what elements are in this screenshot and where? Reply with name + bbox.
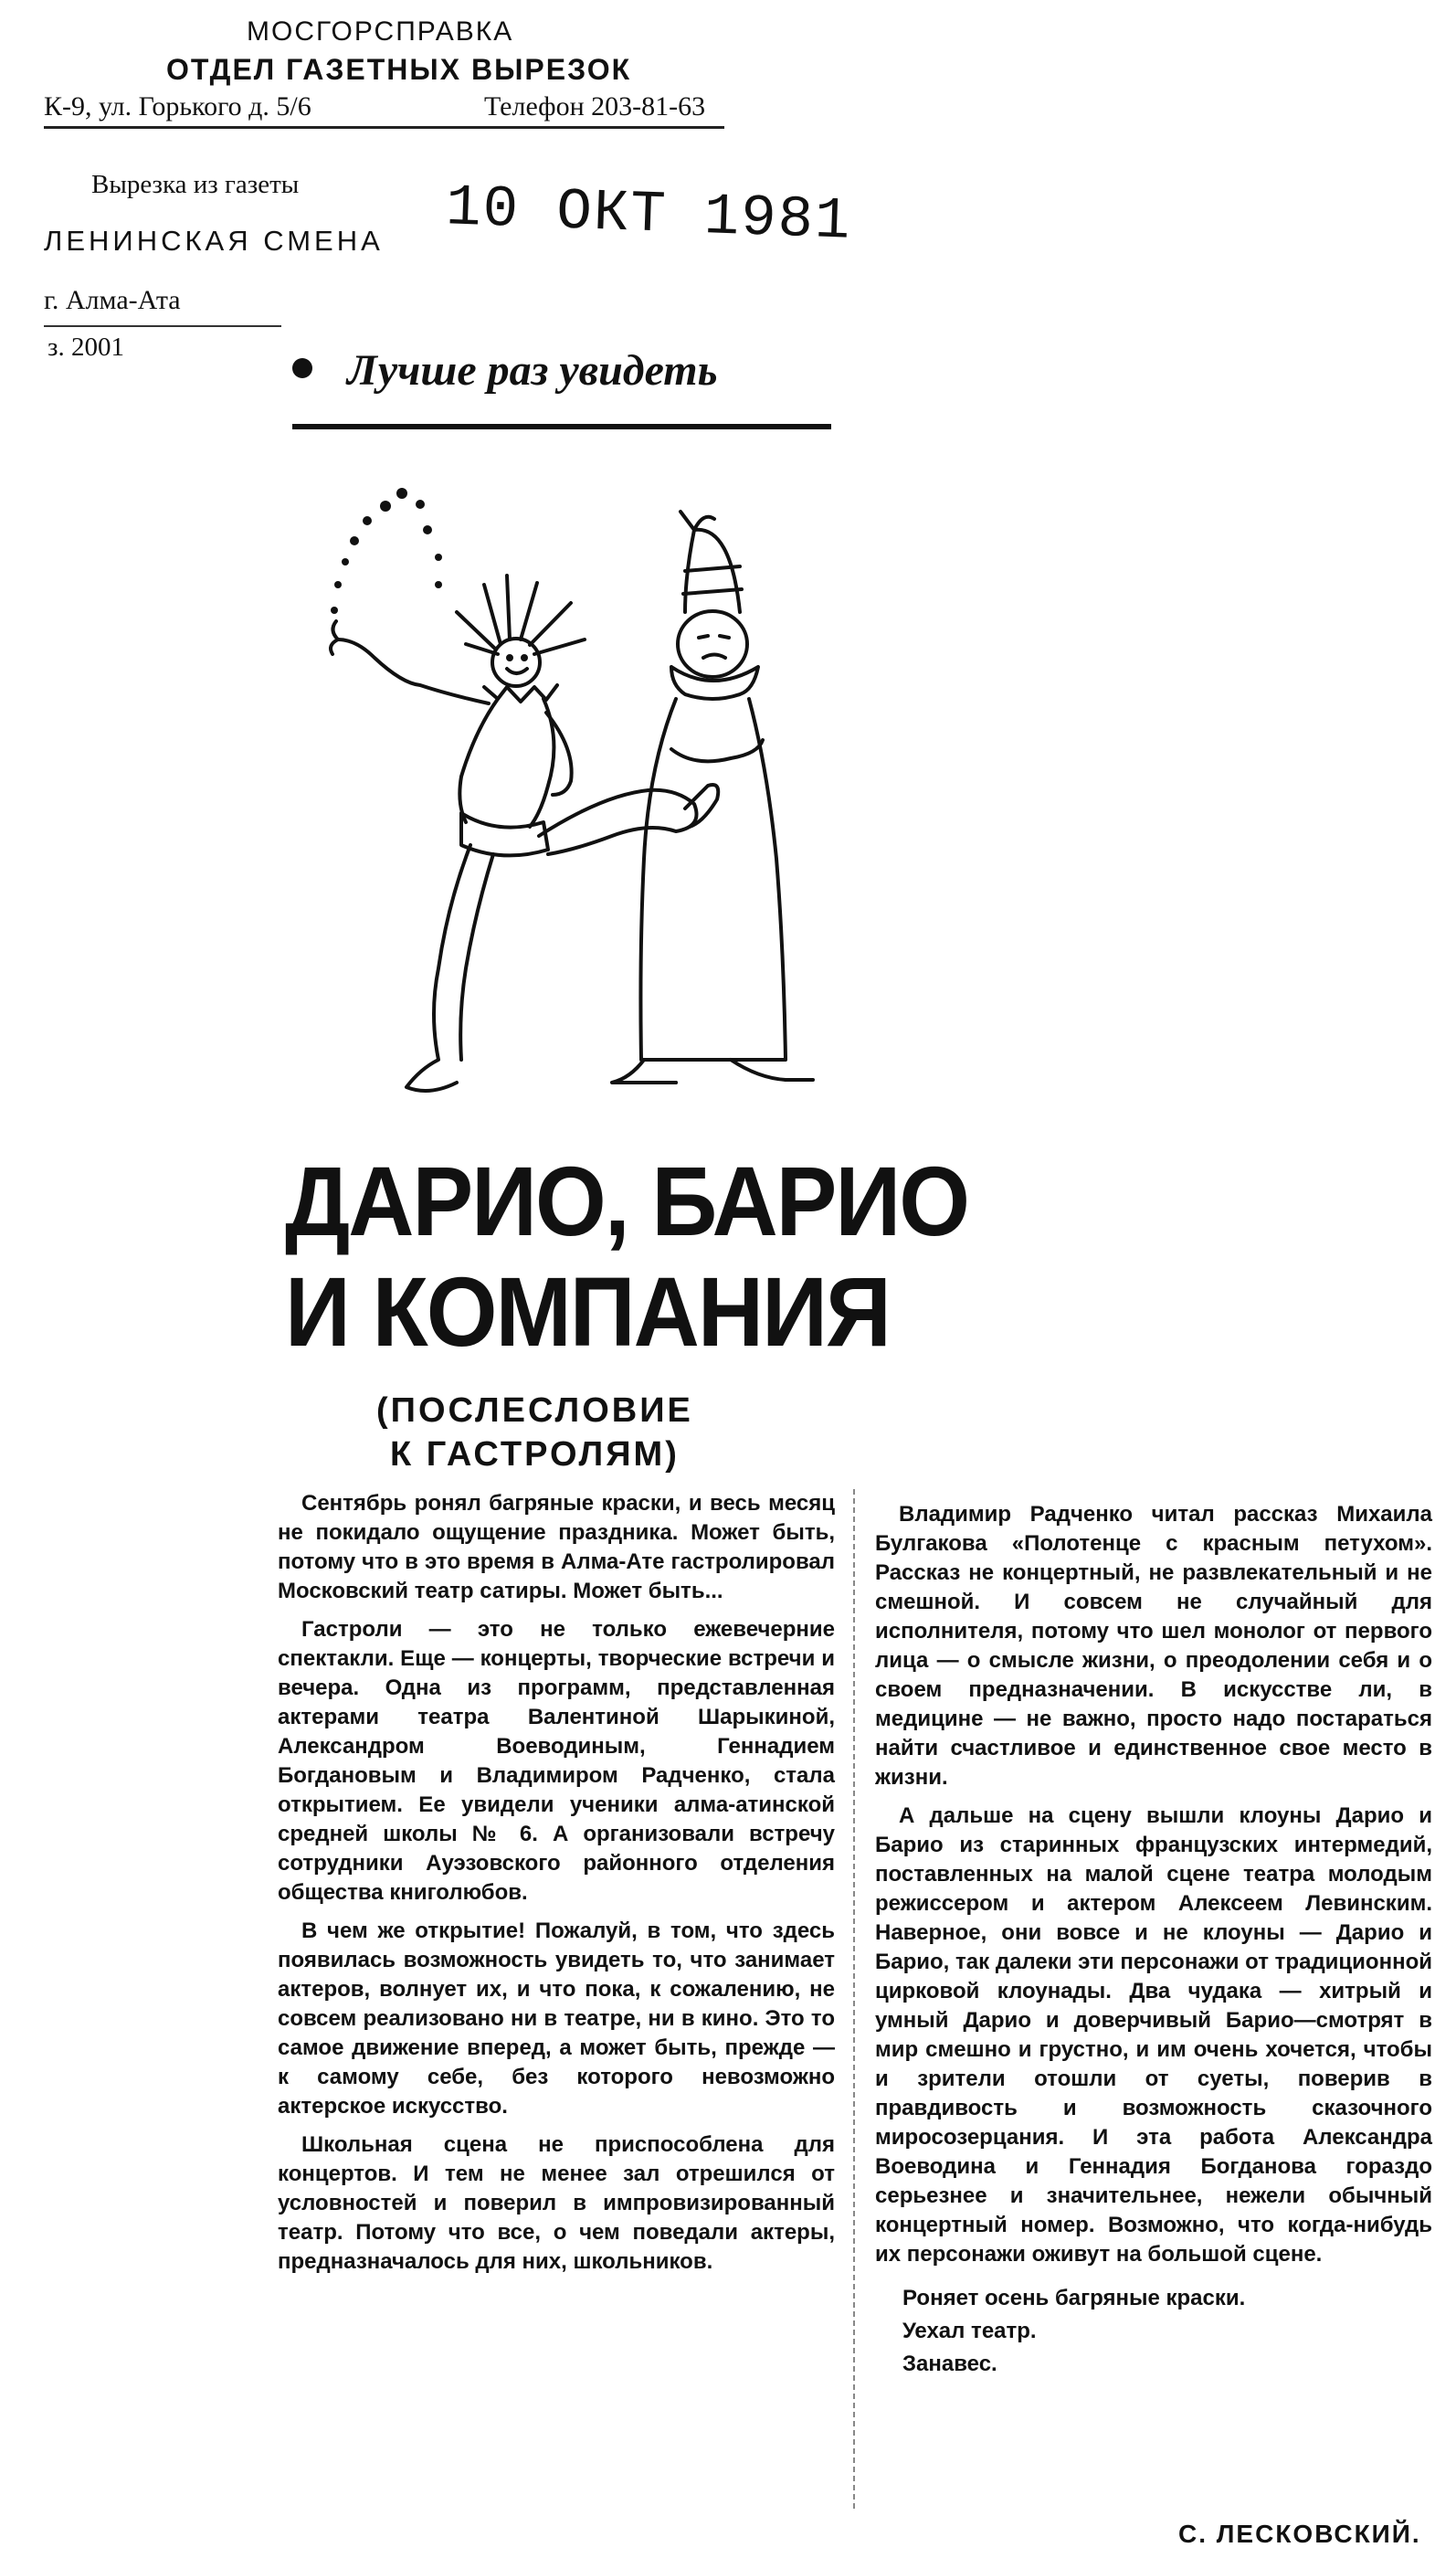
stamp-org: МОСГОРСПРАВКА — [247, 16, 514, 47]
stamp-divider — [44, 126, 724, 129]
author-signature: С. ЛЕСКОВСКИЙ. — [1178, 2520, 1421, 2548]
paragraph: Гастроли — это не только ежевечерние спектакли. Еще — концерты, творческие встречи и вечера. Одна из программ, представленная актерами театра Валентиной Шарыкиной, Александром Воеводиным, Геннадием Богдановым и Владимиром Радченко, стала открытием. Ее увидели ученики алма-атинской средней школы № 6. А организовали встречу сотрудники Ауэзовского районного отделения общества книголюбов. — [278, 1617, 835, 1905]
closing-line: Занавес. — [902, 2352, 997, 2376]
closing-line: Роняет осень багряные краски. — [902, 2286, 1246, 2310]
paragraph: В чем же открытие! Пожалуй, в том, что здесь появилась возможность увидеть то, что занимает актеров, волнует их, и что пока, к сожалению, не совсем реализовано ни в театре, ни в кино. Это то самое движение вперед, а может быть, прежде — к самому себе, без которого невозможно актерское искусство. — [278, 1918, 835, 2119]
paragraph: Сентябрь ронял багряные краски, и весь месяц не покидало ощущение праздника. Может быть, потому что в это время в Алма-Ате гастролировал Московский театр сатиры. Может быть... — [278, 1491, 835, 1603]
stamp-department: ОТДЕЛ ГАЗЕТНЫХ ВЫРЕЗОК — [166, 53, 632, 86]
date-stamp: 10 ОКТ 1981 — [444, 175, 853, 256]
stamp-phone: Телефон 203-81-63 — [484, 91, 706, 122]
closing-line: Уехал театр. — [902, 2319, 1037, 2343]
newspaper-city: г. Алма-Ата — [44, 285, 181, 315]
rubric-divider — [292, 424, 831, 429]
article-subtitle — [376, 1389, 693, 1476]
headline-line-2: И КОМПАНИЯ — [285, 1256, 890, 1368]
jester-and-clown-drawing-icon — [301, 475, 831, 1115]
column-divider — [853, 1489, 855, 2512]
bullet-icon — [292, 358, 312, 378]
article-column-left — [278, 1489, 835, 2286]
article-headline — [285, 1147, 968, 1368]
article-column-right — [875, 1500, 1432, 2381]
paragraph: Владимир Радченко читал рассказ Михаила Булгакова «Полотенце с красным петухом». Рассказ не концертный, не развлекательный и не смешной. И совсем не случайный для исполнителя, потому что шел монолог от первого лица — о смысле жизни, о преодолении себя и о своем предназначении. В искусстве ли, в медицине — не важно, просто надо постараться найти счастливое и единственное свое место в жизни. — [875, 1502, 1432, 1790]
clipping-from-label: Вырезка из газеты — [91, 170, 300, 199]
subtitle-line-2: К ГАСТРОЛЯМ) — [390, 1435, 680, 1474]
subtitle-line-1: (ПОСЛЕСЛОВИЕ — [376, 1391, 693, 1430]
order-number: з. 2001 — [47, 333, 124, 362]
newspaper-name: ЛЕНИНСКАЯ СМЕНА — [44, 225, 384, 257]
stamp-address: К-9, ул. Горького д. 5/6 — [44, 91, 311, 122]
paragraph: А дальше на сцену вышли клоуны Дарио и Барио из старинных французских интермедий, поставленных на малой сцене театра молодым режиссером и актером Алексеем Левинским. Наверное, они вовсе и не клоуны — Дарио и Барио, так далеки эти персонажи от традиционной цирковой клоунады. Два чудака — хитрый и умный Дарио и доверчивый Барио—смотрят в мир смешно и грустно, и им очень хочется, чтобы и зрители отошли от суеты, поверив в правдивость и возможность сказочного миросозерцания. И эта работа Александра Воеводина и Геннадия Богданова гораздо серьезнее и значительнее, нежели обычный концертный номер. Возможно, что когда-нибудь их персонажи оживут на большой сцене. — [875, 1803, 1432, 2267]
rubric-title: Лучше раз увидеть — [347, 346, 718, 395]
city-divider — [44, 325, 281, 327]
paragraph: Школьная сцена не приспособлена для концертов. И тем не менее зал отрешился от условностей и поверил в импровизированный театр. Потому что все, о чем поведали актеры, предназначалось для них, школьников. — [278, 2132, 835, 2274]
headline-line-1: ДАРИО, БАРИО — [285, 1147, 969, 1257]
